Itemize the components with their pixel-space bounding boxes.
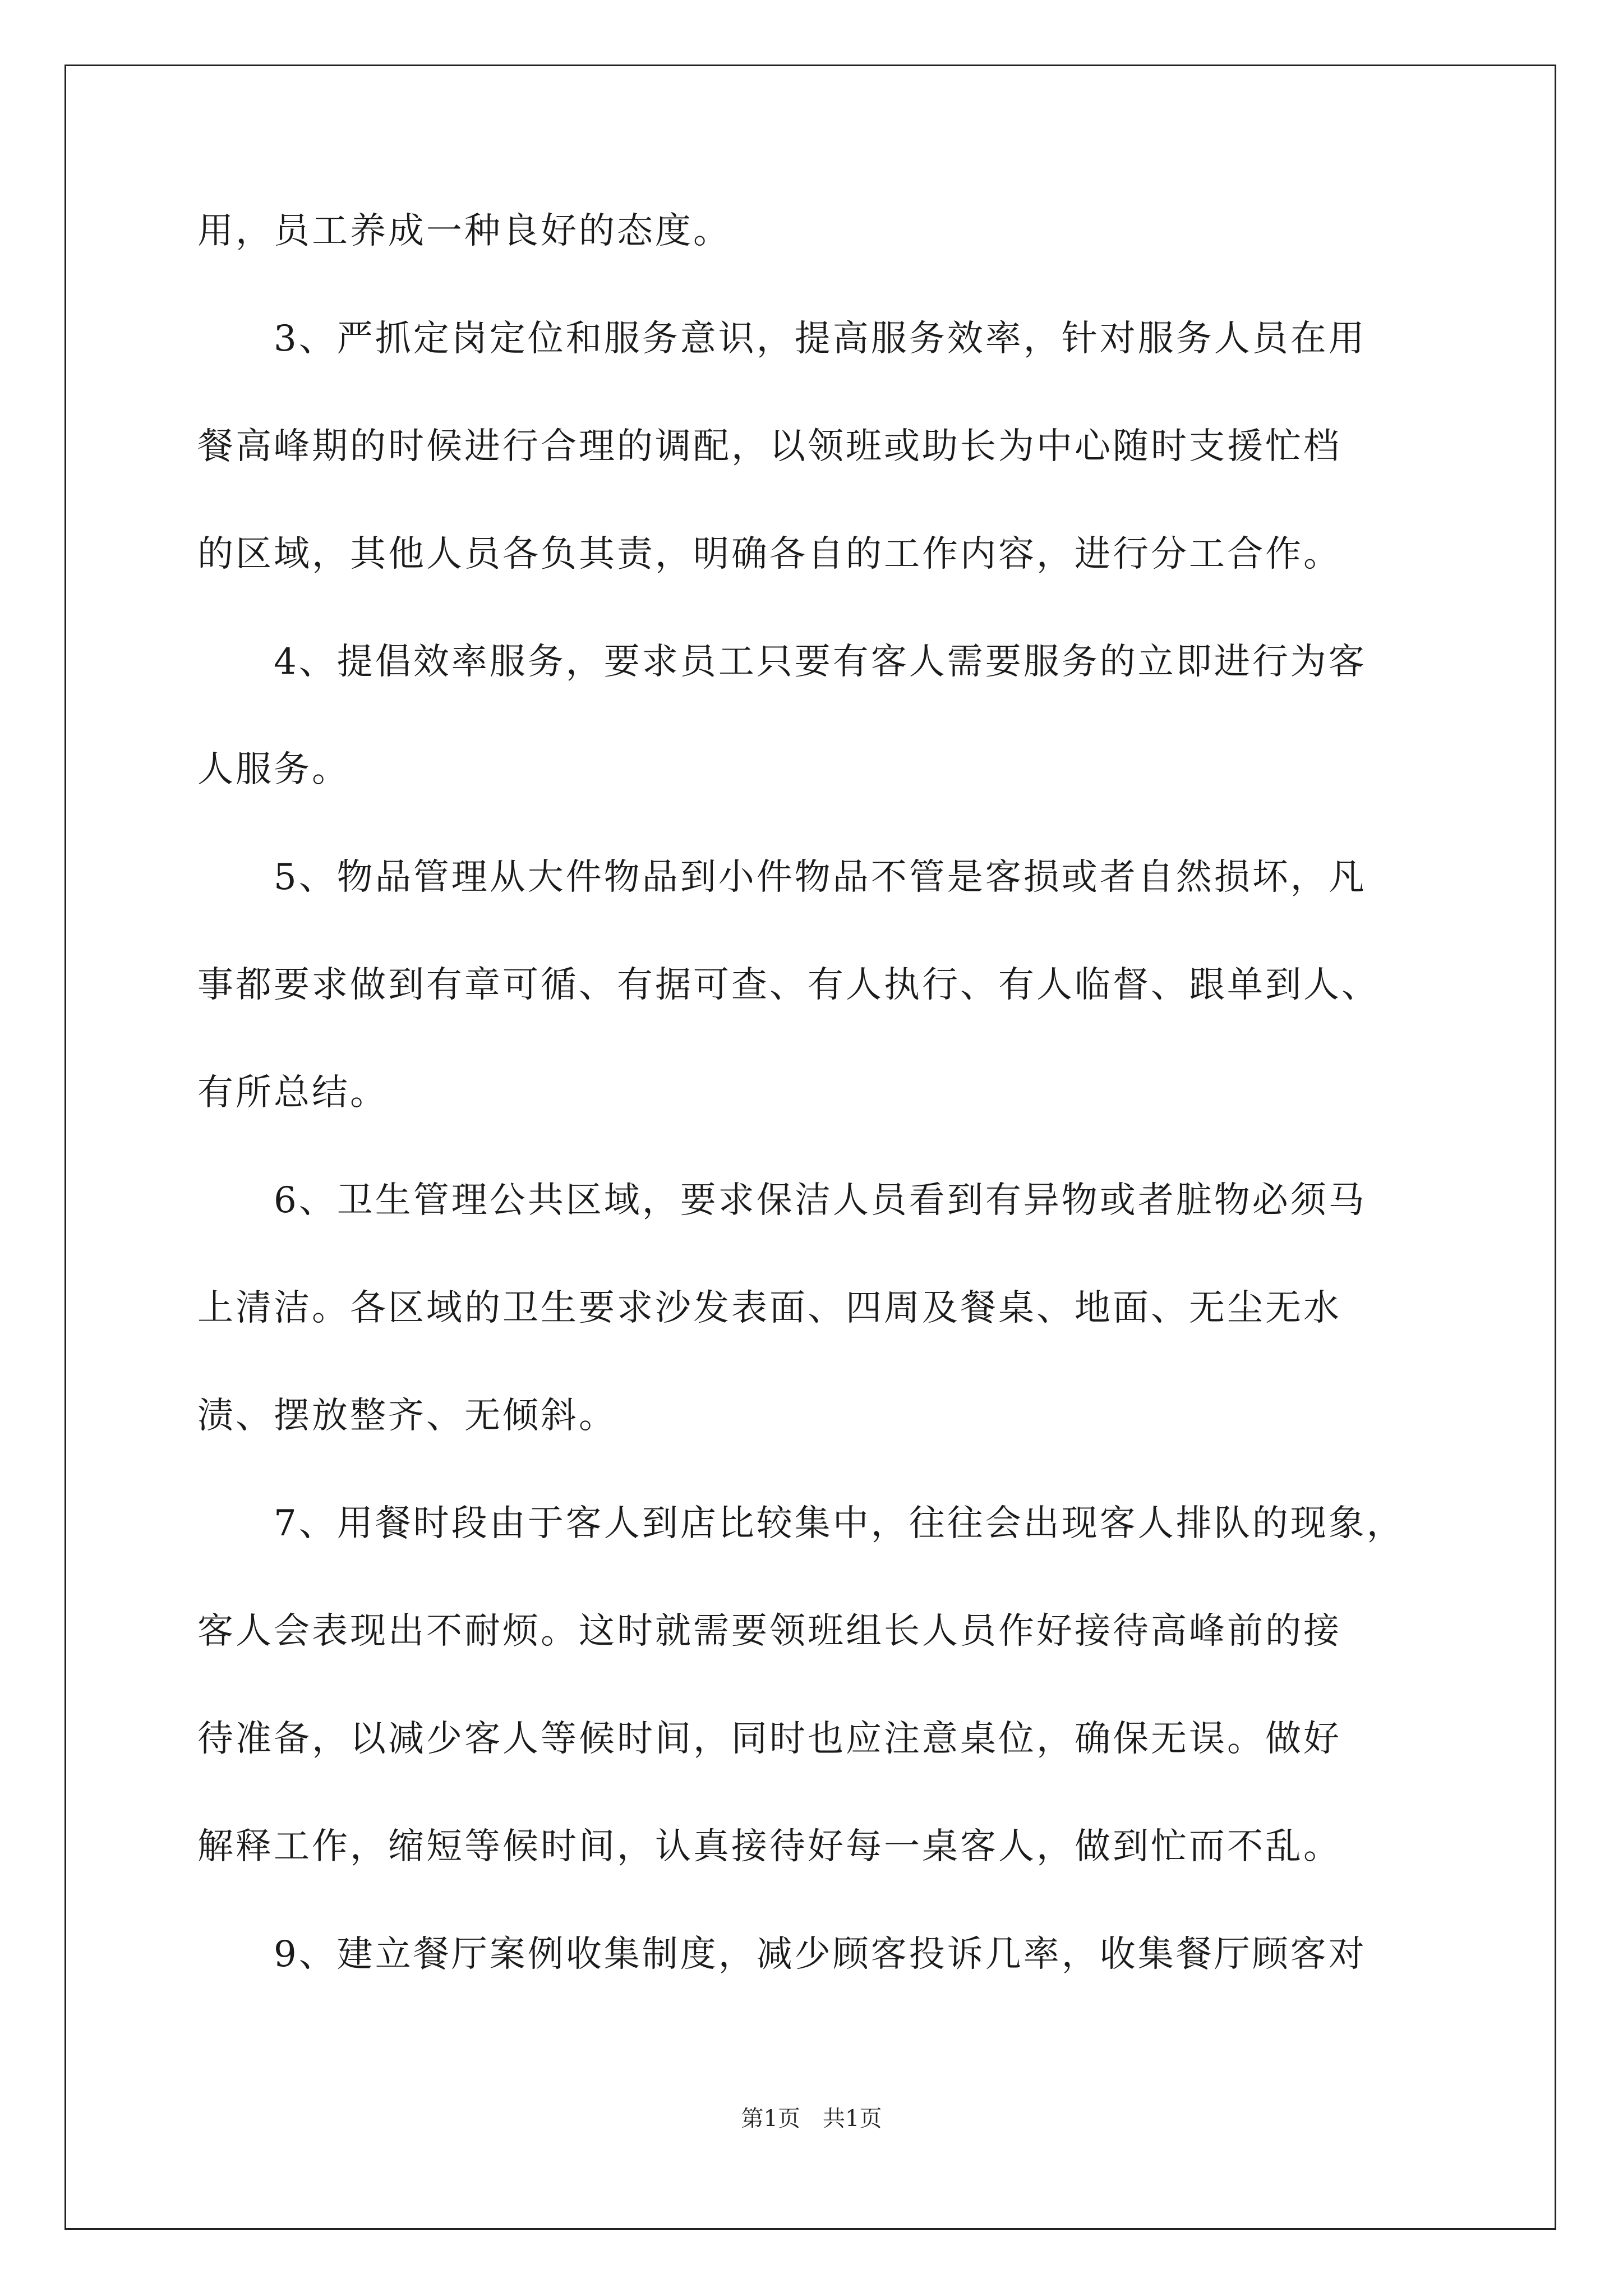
text-line: 餐高峰期的时候进行合理的调配，以领班或助长为中心随时支援忙档 xyxy=(197,426,1341,467)
document-body xyxy=(197,210,1442,2044)
text-line: 6、卫生管理公共区域，要求保洁人员看到有异物或者脏物必须马 xyxy=(197,1180,1367,1221)
text-line: 客人会表现出不耐烦。这时就需要领班组长人员作好接待高峰前的接 xyxy=(197,1611,1341,1652)
text-line: 9、建立餐厅案例收集制度，减少顾客投诉几率，收集餐厅顾客对 xyxy=(197,1934,1367,1975)
text-line: 待准备，以减少客人等候时间，同时也应注意桌位，确保无误。做好 xyxy=(197,1718,1341,1760)
text-line: 人服务。 xyxy=(197,749,350,790)
text-line: 解释工作，缩短等候时间，认真接待好每一桌客人，做到忙而不乱。 xyxy=(197,1826,1341,1867)
text-line: 7、用餐时段由于客人到店比较集中，往往会出现客人排队的现象， xyxy=(197,1503,1405,1544)
text-line: 有所总结。 xyxy=(197,1072,388,1114)
text-line: 事都要求做到有章可循、有据可查、有人执行、有人临督、跟单到人、 xyxy=(197,964,1380,1006)
text-line: 的区域，其他人员各负其责，明确各自的工作内容，进行分工合作。 xyxy=(197,533,1341,575)
text-line: 3、严抓定岗定位和服务意识，提高服务效率，针对服务人员在用 xyxy=(197,318,1367,360)
text-line: 上清洁。各区域的卫生要求沙发表面、四周及餐桌、地面、无尘无水 xyxy=(197,1287,1341,1329)
text-line: 5、物品管理从大件物品到小件物品不管是客损或者自然损坏，凡 xyxy=(197,857,1367,898)
text-line: 用，员工养成一种良好的态度。 xyxy=(197,210,731,252)
text-line: 4、提倡效率服务，要求员工只要有客人需要服务的立即进行为客 xyxy=(197,641,1367,683)
text-line: 渍、摆放整齐、无倾斜。 xyxy=(197,1395,617,1437)
page-number-footer: 第1页 共1页 xyxy=(741,2106,882,2132)
